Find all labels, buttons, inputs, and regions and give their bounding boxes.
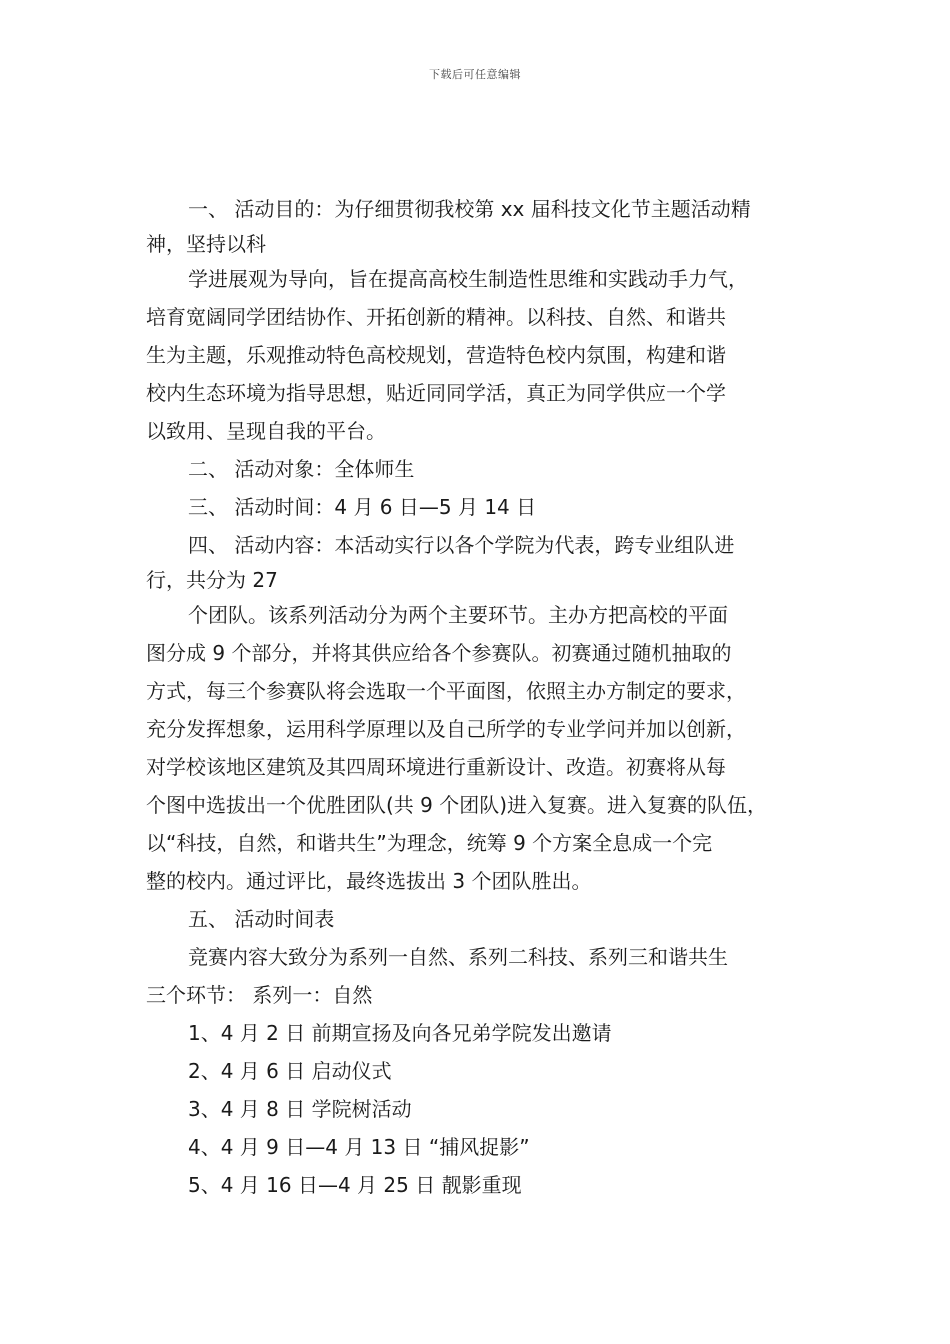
paragraph-line: 一、 活动目的：为仔细贯彻我校第 xx 届科技文化节主题活动精 xyxy=(188,197,751,221)
paragraph-line: 培育宽阔同学团结协作、开拓创新的精神。以科技、自然、和谐共 xyxy=(146,305,726,329)
schedule-item: 1、4 月 2 日 前期宣扬及向各兄弟学院发出邀请 xyxy=(188,1021,612,1045)
paragraph-line: 校内生态环境为指导思想，贴近同同学活，真正为同学供应一个学 xyxy=(146,381,726,405)
paragraph-line: 生为主题，乐观推动特色高校规划，营造特色校内氛围，构建和谐 xyxy=(146,343,726,367)
paragraph-line: 充分发挥想象，运用科学原理以及自己所学的专业学问并加以创新， xyxy=(146,717,746,741)
schedule-item: 3、4 月 8 日 学院树活动 xyxy=(188,1097,412,1121)
paragraph-line: 神，坚持以科 xyxy=(146,232,266,256)
schedule-item: 5、4 月 16 日—4 月 25 日 靓影重现 xyxy=(188,1173,522,1197)
paragraph-line: 行，共分为 27 xyxy=(146,568,278,592)
paragraph-line: 学进展观为导向，旨在提高高校生制造性思维和实践动手力气， xyxy=(188,267,748,291)
paragraph-line: 方式，每三个参赛队将会选取一个平面图，依照主办方制定的要求， xyxy=(146,679,746,703)
document-body xyxy=(146,190,806,1204)
paragraph-line: 竞赛内容大致分为系列一自然、系列二科技、系列三和谐共生 xyxy=(188,945,728,969)
header-note: 下载后可任意编辑 xyxy=(429,68,521,81)
paragraph-line: 以“科技，自然，和谐共生”为理念，统筹 9 个方案全息成一个完 xyxy=(146,831,713,855)
paragraph-line: 以致用、呈现自我的平台。 xyxy=(146,419,386,443)
schedule-item: 4、4 月 9 日—4 月 13 日 “捕风捉影” xyxy=(188,1135,530,1159)
paragraph-line: 二、 活动对象：全体师生 xyxy=(188,457,415,481)
paragraph-line: 整的校内。通过评比，最终选拔出 3 个团队胜出。 xyxy=(146,869,592,893)
paragraph-line: 图分成 9 个部分，并将其供应给各个参赛队。初赛通过随机抽取的 xyxy=(146,641,732,665)
paragraph-line: 三、 活动时间：4 月 6 日—5 月 14 日 xyxy=(188,495,537,519)
paragraph-line: 五、 活动时间表 xyxy=(188,907,335,931)
paragraph-line: 四、 活动内容：本活动实行以各个学院为代表，跨专业组队进 xyxy=(188,533,735,557)
paragraph-line: 个团队。该系列活动分为两个主要环节。主办方把高校的平面 xyxy=(188,603,728,627)
schedule-item: 2、4 月 6 日 启动仪式 xyxy=(188,1059,392,1083)
paragraph-line: 个图中选拔出一个优胜团队(共 9 个团队)进入复赛。进入复赛的队伍， xyxy=(146,793,768,817)
paragraph-line: 对学校该地区建筑及其四周环境进行重新设计、改造。初赛将从每 xyxy=(146,755,726,779)
paragraph-line: 三个环节： 系列一：自然 xyxy=(146,983,373,1007)
